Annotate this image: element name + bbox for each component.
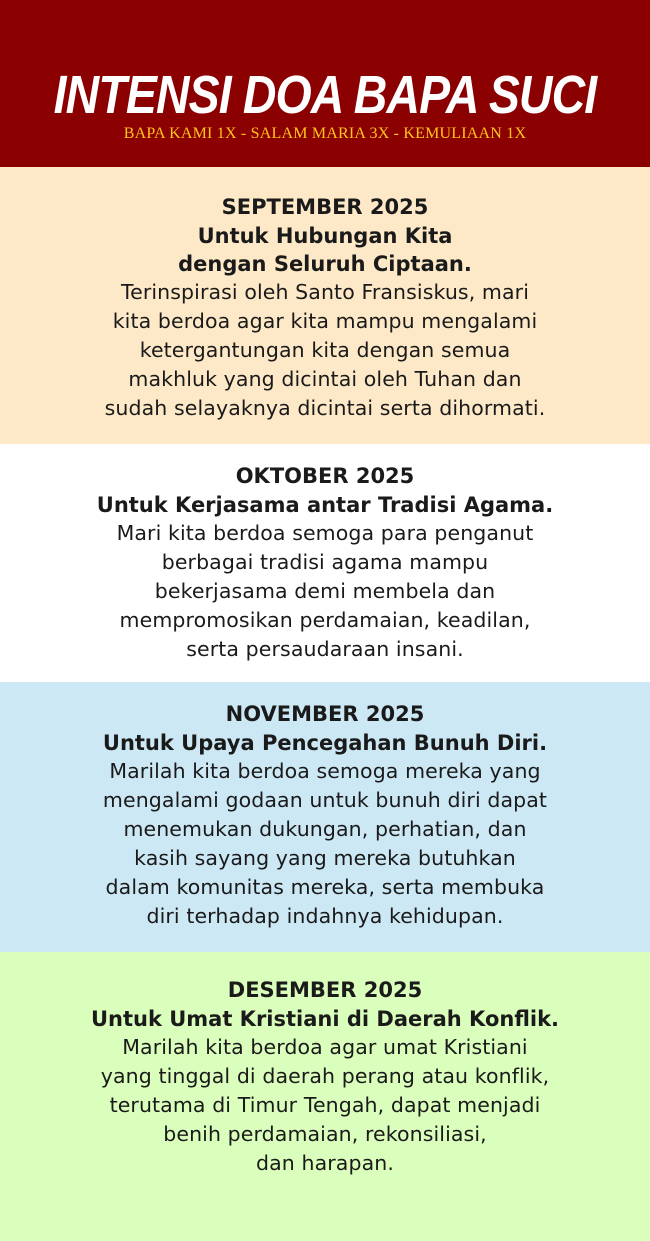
poster-title: INTENSI DOA BAPA SUCI — [53, 65, 597, 125]
section-desember — [0, 952, 650, 1241]
month-heading: NOVEMBER 2025 — [225, 702, 425, 726]
poster-subtitle: BAPA KAMI 1X - SALAM MARIA 3X - KEMULIAAN 1X — [123, 125, 527, 142]
month-heading: OKTOBER 2025 — [235, 464, 415, 488]
intention-text: Terinspirasi oleh Santo Fransiskus, mari kita berdoa agar kita mampu mengalami ketergantungan kita dengan semua makhluk yang dicintai oleh Tuhan dan sudah selayaknya dicintai serta dihormati. — [104, 280, 546, 420]
intention-theme: Untuk Umat Kristiani di Daerah Konflik. — [90, 1007, 560, 1031]
intention-text: Marilah kita berdoa agar umat Kristiani yang tinggal di daerah perang atau konflik, terutama di Timur Tengah, dapat menjadi benih perdamaian, rekonsiliasi, dan harapan. — [100, 1035, 550, 1175]
intention-text: Marilah kita berdoa semoga mereka yang mengalami godaan untuk bunuh diri dapat menemukan dukungan, perhatian, dan kasih sayang yang mereka butuhkan dalam komunitas mereka, serta membuka diri terhadap indahnya kehidupan. — [102, 759, 548, 928]
header-banner — [0, 0, 650, 167]
intention-theme: Untuk Upaya Pencegahan Bunuh Diri. — [102, 731, 548, 755]
month-heading: SEPTEMBER 2025 — [221, 195, 429, 219]
intention-theme: Untuk Hubungan Kita dengan Seluruh Ciptaan. — [178, 224, 472, 276]
month-heading: DESEMBER 2025 — [227, 978, 423, 1002]
section-oktober — [0, 444, 650, 682]
section-november — [0, 682, 650, 952]
section-september — [0, 167, 650, 444]
intention-theme: Untuk Kerjasama antar Tradisi Agama. — [96, 493, 554, 517]
intention-text: Mari kita berdoa semoga para penganut berbagai tradisi agama mampu bekerjasama demi membela dan mempromosikan perdamaian, keadilan, serta persaudaraan insani. — [116, 521, 534, 661]
